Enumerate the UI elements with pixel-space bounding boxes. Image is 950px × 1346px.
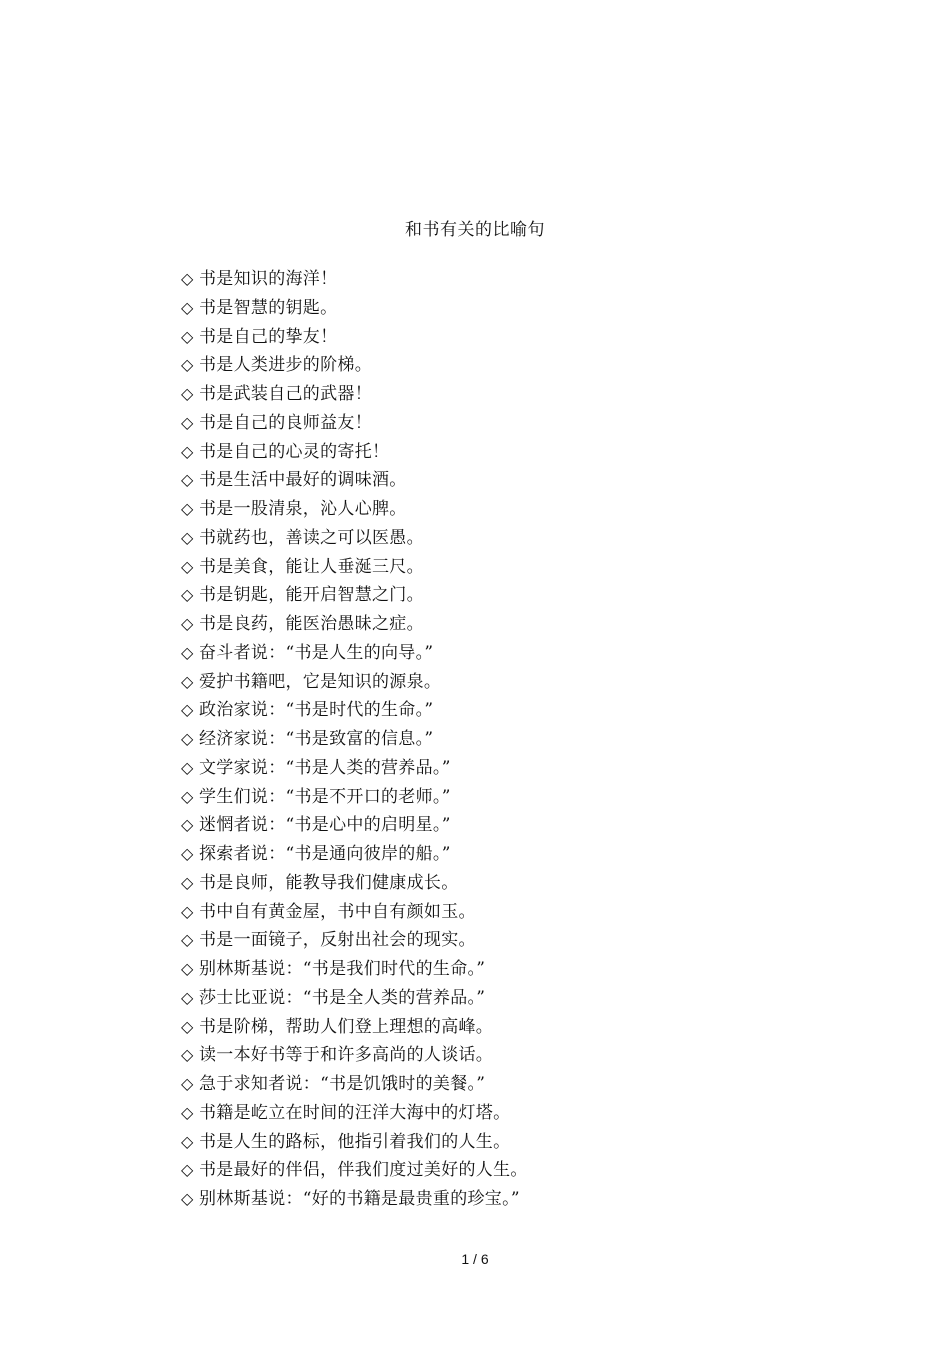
list-item-text: 书籍是屹立在时间的汪洋大海中的灯塔。 [199,1102,511,1123]
diamond-bullet-icon: ◇ [181,901,194,921]
diamond-bullet-icon: ◇ [181,1016,194,1036]
diamond-bullet-icon: ◇ [181,585,194,605]
list-item [181,754,528,783]
list-item [181,955,528,984]
list-item-text: 莎士比亚说：“书是全人类的营养品。” [199,987,486,1008]
list-item-text: 文学家说：“书是人类的营养品。” [199,757,451,778]
list-item-text: 别林斯基说：“书是我们时代的生命。” [199,959,486,979]
list-item [181,984,528,1013]
list-item [181,1128,528,1157]
list-item [181,668,528,697]
list-item [181,265,528,294]
list-item-text: 政治家说：“书是时代的生命。” [199,700,434,721]
diamond-bullet-icon: ◇ [181,297,194,317]
list-item-text: 书是自己的良师益友！ [199,412,372,433]
diamond-bullet-icon: ◇ [181,1131,194,1151]
diamond-bullet-icon: ◇ [181,844,194,863]
list-item [181,351,528,380]
list-item [181,1185,528,1214]
list-item [181,1070,528,1099]
diamond-bullet-icon: ◇ [181,642,194,662]
diamond-bullet-icon: ◇ [181,1045,194,1065]
list-item-text: 书是智慧的钥匙。 [199,297,338,318]
diamond-bullet-icon: ◇ [181,355,194,375]
list-item-text: 书是知识的海洋！ [199,269,338,289]
list-item [181,294,528,323]
list-item [181,898,528,927]
diamond-bullet-icon: ◇ [181,671,194,691]
list-item-text: 书是自己的挚友！ [199,326,338,347]
list-item [181,466,528,495]
list-item-text: 书就药也，善读之可以医愚。 [199,527,424,548]
list-item [181,926,528,955]
diamond-bullet-icon: ◇ [181,815,194,835]
list-item [181,553,528,582]
list-item [181,840,528,869]
list-item-text: 书是良药，能医治愚昧之症。 [199,614,424,634]
metaphor-list [181,265,528,1214]
list-item [181,438,528,467]
list-item [181,610,528,639]
list-item-text: 书是生活中最好的调味酒。 [199,470,407,491]
diamond-bullet-icon: ◇ [181,614,194,633]
diamond-bullet-icon: ◇ [181,959,194,978]
list-item-text: 奋斗者说：“书是人生的向导。” [199,642,434,663]
list-item [181,409,528,438]
list-item-text: 学生们说：“书是不开口的老师。” [199,786,451,807]
list-item-text: 爱护书籍吧，它是知识的源泉。 [199,671,442,692]
list-item [181,1099,528,1128]
diamond-bullet-icon: ◇ [181,729,194,748]
list-item-text: 探索者说：“书是通向彼岸的船。” [199,844,451,864]
diamond-bullet-icon: ◇ [181,757,194,777]
list-item-text: 书是阶梯，帮助人们登上理想的高峰。 [199,1016,494,1037]
diamond-bullet-icon: ◇ [181,527,194,547]
list-item [181,495,528,524]
list-item-text: 书是一股清泉，沁人心脾。 [199,499,407,519]
list-item-text: 迷惘者说：“书是心中的启明星。” [199,815,451,836]
list-item-text: 书中自有黄金屋，书中自有颜如玉。 [199,901,476,922]
list-item [181,811,528,840]
diamond-bullet-icon: ◇ [181,326,194,346]
list-item-text: 书是良师，能教导我们健康成长。 [199,872,459,893]
diamond-bullet-icon: ◇ [181,1160,194,1180]
list-item-text: 书是人类进步的阶梯。 [199,355,372,376]
list-item [181,1041,528,1070]
diamond-bullet-icon: ◇ [181,556,194,576]
diamond-bullet-icon: ◇ [181,1074,194,1093]
list-item-text: 书是钥匙，能开启智慧之门。 [199,585,424,606]
diamond-bullet-icon: ◇ [181,930,194,950]
diamond-bullet-icon: ◇ [181,470,194,490]
list-item [181,639,528,668]
list-item [181,725,528,754]
list-item-text: 书是人生的路标，他指引着我们的人生。 [199,1131,511,1152]
diamond-bullet-icon: ◇ [181,499,194,518]
list-item-text: 书是武装自己的武器！ [199,384,372,404]
list-item [181,323,528,352]
diamond-bullet-icon: ◇ [181,1102,194,1122]
diamond-bullet-icon: ◇ [181,269,194,288]
diamond-bullet-icon: ◇ [181,700,194,720]
diamond-bullet-icon: ◇ [181,1189,194,1208]
list-item [181,581,528,610]
list-item-text: 书是美食，能让人垂涎三尺。 [199,556,424,577]
list-item-text: 读一本好书等于和许多高尚的人谈话。 [199,1045,494,1066]
diamond-bullet-icon: ◇ [181,412,194,432]
list-item-text: 书是自己的心灵的寄托！ [199,441,390,462]
list-item [181,1013,528,1042]
list-item [181,783,528,812]
diamond-bullet-icon: ◇ [181,987,194,1007]
list-item-text: 书是最好的伴侣，伴我们度过美好的人生。 [199,1160,528,1181]
document-title: 和书有关的比喻句 [405,220,545,240]
list-item [181,1156,528,1185]
diamond-bullet-icon: ◇ [181,872,194,892]
list-item [181,524,528,553]
diamond-bullet-icon: ◇ [181,786,194,806]
list-item [181,380,528,409]
list-item [181,696,528,725]
list-item-text: 书是一面镜子，反射出社会的现实。 [199,930,476,951]
diamond-bullet-icon: ◇ [181,384,194,403]
list-item [181,869,528,898]
list-item-text: 经济家说：“书是致富的信息。” [199,729,434,749]
list-item-text: 急于求知者说：“书是饥饿时的美餐。” [199,1074,486,1094]
list-item-text: 别林斯基说：“好的书籍是最贵重的珍宝。” [199,1189,520,1209]
diamond-bullet-icon: ◇ [181,441,194,461]
page-number: 1 / 6 [461,1251,489,1267]
